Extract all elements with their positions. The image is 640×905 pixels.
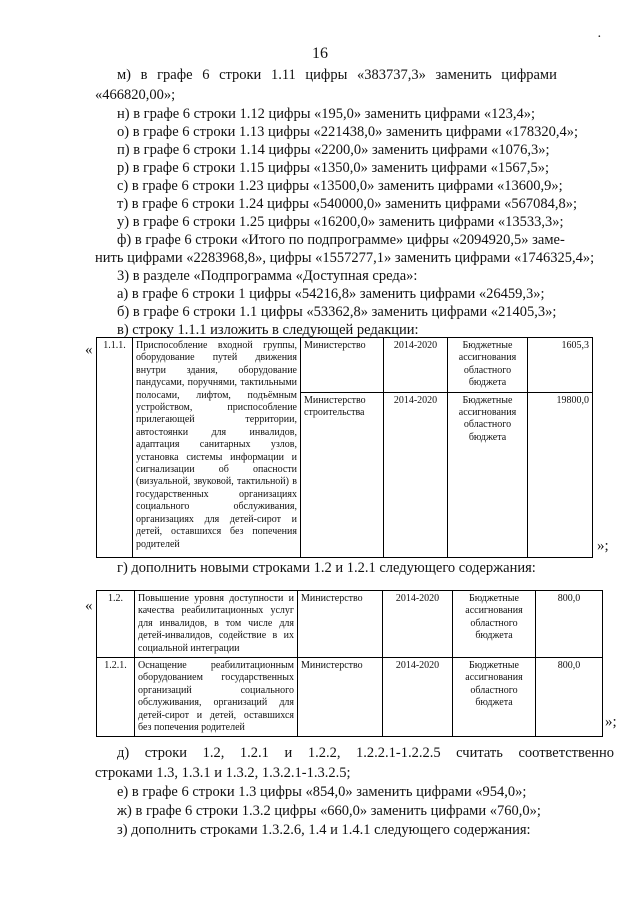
item-z: з) дополнить строками 1.3.2.6, 1.4 и 1.4.1 следующего содержания: [117,822,531,838]
row-number: 1.2.1. [97,658,135,737]
item-d-word: 1.2.2.1-1.2.2.5 [356,745,441,761]
item-f-line2: нить цифрами «2283968,8», цифры «1557277,1» заменить цифрами «1746325,4»; [95,250,595,266]
item-e: е) в графе 6 строки 1.3 цифры «854,0» заменить цифрами «954,0»; [117,784,527,800]
item-m-text: м) в графе 6 строки 1.11 цифры «383737,3» заменить цифрами [117,67,557,83]
item-m-line2: «466820,00»; [95,87,176,103]
item-d-word: и [284,745,293,761]
table1 [96,337,593,558]
amount-cell: 800,0 [536,591,603,658]
item-f-line1: ф) в графе 6 строки «Итого по подпрограмме» цифры «2094920,5» заме- [117,232,565,248]
item-n: н) в графе 6 строки 1.12 цифры «195,0» заменить цифрами «123,4»; [117,106,535,122]
table1-open-quote: « [85,342,93,358]
table-row [97,658,603,737]
item-d-word: 1.2, [202,745,225,761]
item-d-word: д) [117,745,130,761]
table2 [96,590,603,737]
amount-cell: 19800,0 [528,392,593,557]
row-number: 1.2. [97,591,135,658]
item-u: у) в графе 6 строки 1.25 цифры «16200,0» заменить цифрами «13533,3»; [117,214,564,230]
item-d-word: строки [144,745,188,761]
executor-cell: Министерство [298,658,383,737]
item-p: п) в графе 6 строки 1.14 цифры «2200,0» заменить цифрами «1076,3»; [117,142,550,158]
executor-cell: Министерство [298,591,383,658]
item-v: в) строку 1.1.1 изложить в следующей редакции: [117,322,419,338]
item-a: а) в графе 6 строки 1 цифры «54216,8» заменить цифрами «26459,3»; [117,286,545,302]
item-d-word: 1.2.2, [307,745,341,761]
item-r: р) в графе 6 строки 1.15 цифры «1350,0» заменить цифрами «1567,5»; [117,160,549,176]
table2-open-quote: « [85,598,93,614]
source-cell: Бюджетные ассигнования областного бюджета [448,338,528,393]
item-d-word: считать [456,745,503,761]
item-zh: ж) в графе 6 строки 1.3.2 цифры «660,0» заменить цифрами «760,0»; [117,803,541,819]
period-cell: 2014-2020 [384,392,448,557]
period-cell: 2014-2020 [383,658,453,737]
row-description: Повышение уровня доступности и качества реабилитационных услуг для инвалидов, в том числе для детей-инвалидов, содействие в их социальной интеграции [135,591,298,658]
item-d-line2: строками 1.3, 1.3.1 и 1.3.2, 1.3.2.1-1.3.2.5; [95,765,351,781]
row-description: Оснащение реабилитационным оборудованием государственных организаций социального обслуживания, организаций для детей-сирот и детей, оставшихся без попечения родителей [135,658,298,737]
section-3: 3) в разделе «Подпрограмма «Доступная среда»: [117,268,418,284]
table-row [97,591,603,658]
item-m-line1 [117,66,607,84]
page-number: 16 [312,45,328,62]
executor-cell: Министерство строительства [301,392,384,557]
amount-cell: 800,0 [536,658,603,737]
amount-cell: 1605,3 [528,338,593,393]
item-d-line1 [117,744,614,762]
table1-close-quote: »; [597,538,609,554]
executor-cell: Министерство [301,338,384,393]
table2-close-quote: »; [605,714,617,730]
item-t: т) в графе 6 строки 1.24 цифры «540000,0» заменить цифрами «567084,8»; [117,196,578,212]
item-d-word: 1.2.1 [239,745,269,761]
table-row [97,338,593,393]
item-g: г) дополнить новыми строками 1.2 и 1.2.1 следующего содержания: [117,560,536,576]
scan-dot: · [597,30,602,45]
item-s: с) в графе 6 строки 1.23 цифры «13500,0» заменить цифрами «13600,9»; [117,178,563,194]
item-b: б) в графе 6 строки 1.1 цифры «53362,8» заменить цифрами «21405,3»; [117,304,557,320]
item-o: о) в графе 6 строки 1.13 цифры «221438,0» заменить цифрами «178320,4»; [117,124,578,140]
period-cell: 2014-2020 [383,591,453,658]
item-d-word: соответственно [518,745,614,761]
source-cell: Бюджетные ассигнования областного бюджета [448,392,528,557]
period-cell: 2014-2020 [384,338,448,393]
source-cell: Бюджетные ассигнования областного бюджета [453,658,536,737]
row-number: 1.1.1. [97,338,133,558]
row-description: Приспособление входной группы, оборудование путей движения внутри здания, оборудование пандусами, поручнями, тактильными полосами, лифтом, подъёмным устройством, приспособление прилегающей территории, автостоянки для инвалидов, адаптация санитарных узлов, установка системы информации и сигнализации об опасности (визуальной, звуковой, тактильной) в государственных организациях социального обслуживания, организациях для детей-сирот и детей, оставшихся без попечения родителей [133,338,301,558]
source-cell: Бюджетные ассигнования областного бюджета [453,591,536,658]
